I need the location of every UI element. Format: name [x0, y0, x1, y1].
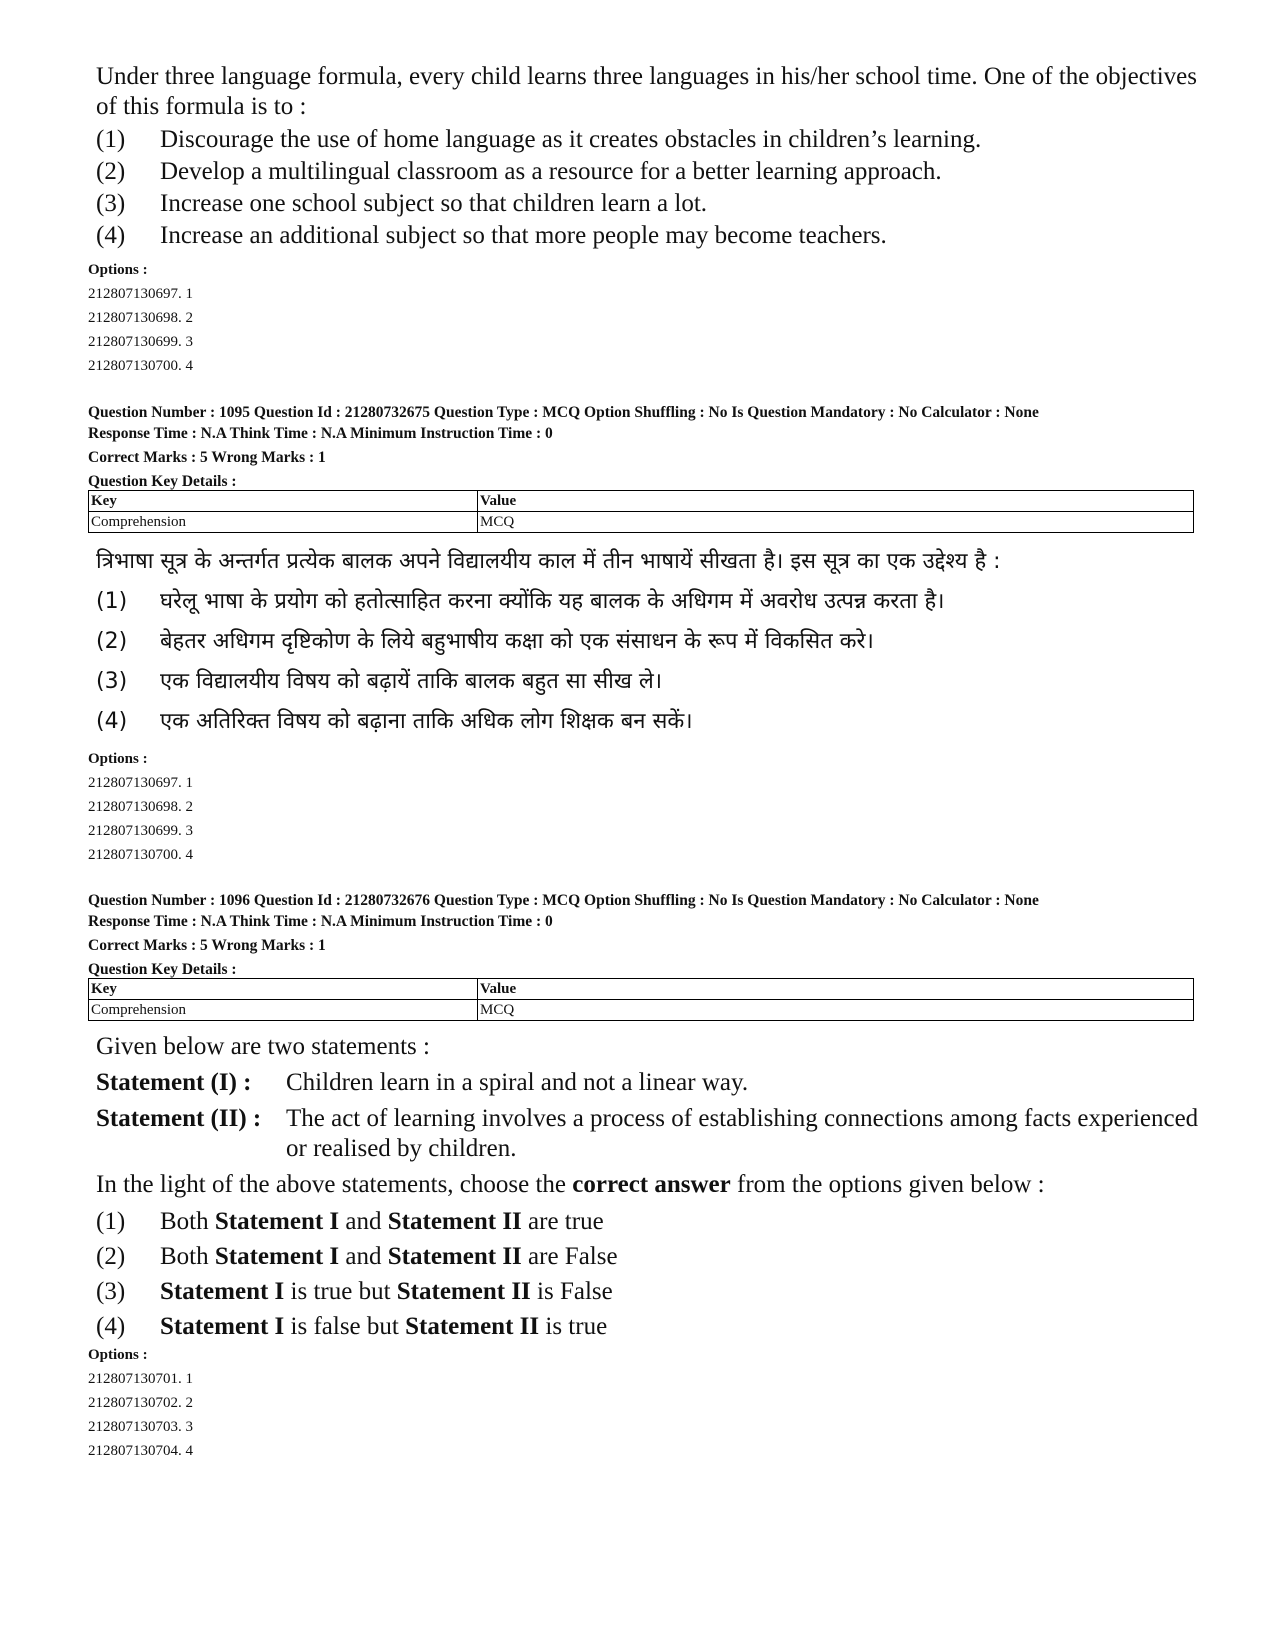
- answer-option: [96, 582, 1206, 622]
- option-id: 212807130701. 1: [88, 1371, 193, 1387]
- options-list-1094: [88, 258, 193, 378]
- question-key-details-label: Question Key Details :: [88, 961, 237, 978]
- options-list-1096: [88, 1343, 193, 1463]
- option-text-segment: and: [339, 1208, 388, 1235]
- question-1096-meta: [88, 890, 1198, 980]
- question-intro: Given below are two statements :: [96, 1033, 430, 1060]
- option-text: Discourage the use of home language as it creates obstacles in children’s learning.: [160, 126, 982, 153]
- option-number: (4): [96, 709, 128, 734]
- question-timing-line: Response Time : N.A Think Time : N.A Minimum Instruction Time : 0: [88, 425, 553, 442]
- question-key-table: [88, 978, 1194, 1021]
- option-text-emphasis: Statement I: [214, 1208, 340, 1235]
- option-text-emphasis: Statement II: [387, 1208, 522, 1235]
- question-info-line: Question Number : 1096 Question Id : 21280732676 Question Type : MCQ Option Shuffling : No Is Question Mandatory : No Calculator : None: [88, 892, 1039, 909]
- question-1094-body: [96, 62, 1206, 252]
- option-text-segment: are true: [521, 1208, 604, 1235]
- value-cell: MCQ: [478, 512, 1194, 533]
- statement-two: [96, 1104, 1206, 1164]
- statement-text: The act of learning involves a process of establishing connections among facts experienced or realised by children.: [286, 1105, 1199, 1162]
- key-cell: Comprehension: [89, 512, 478, 533]
- option-number: (2): [96, 629, 128, 654]
- options-label: Options :: [88, 262, 148, 278]
- key-header: Key: [89, 979, 478, 1000]
- instruction-text: from the options given below :: [730, 1171, 1045, 1198]
- option-id: 212807130699. 3: [88, 823, 193, 839]
- option-text: [160, 1309, 1206, 1344]
- option-text: [160, 1239, 1206, 1274]
- option-number: (4): [96, 222, 126, 249]
- option-text-segment: Both: [160, 1208, 215, 1235]
- option-id: 212807130699. 3: [88, 334, 193, 350]
- option-text: [160, 1274, 1206, 1309]
- value-header: Value: [478, 979, 1194, 1000]
- option-text: एक अतिरिक्त विषय को बढ़ाना ताकि अधिक लोग शिक्षक बन सकें।: [160, 709, 693, 734]
- option-text-emphasis: Statement II: [396, 1278, 531, 1305]
- answer-option: [96, 1274, 1206, 1309]
- answer-option: [96, 220, 1206, 252]
- value-cell: MCQ: [478, 1000, 1194, 1021]
- option-number: (3): [96, 190, 126, 217]
- answer-option: [96, 156, 1206, 188]
- statement-label: Statement (II) :: [96, 1105, 262, 1132]
- question-marks-line: Correct Marks : 5 Wrong Marks : 1: [88, 449, 326, 466]
- answer-option: [96, 622, 1206, 662]
- question-1095-body: [96, 544, 1206, 742]
- option-number: (2): [96, 1243, 126, 1270]
- answer-option: [96, 662, 1206, 702]
- options-label: Options :: [88, 751, 148, 767]
- option-number: (3): [96, 669, 128, 694]
- question-1096-body: [96, 1032, 1206, 1344]
- key-cell: Comprehension: [89, 1000, 478, 1021]
- statement-text: Children learn in a spiral and not a linear way.: [286, 1069, 749, 1096]
- option-text: Increase an additional subject so that more people may become teachers.: [160, 222, 887, 249]
- option-text-emphasis: Statement I: [214, 1243, 340, 1270]
- option-text-segment: is true: [539, 1313, 608, 1340]
- question-stem: त्रिभाषा सूत्र के अन्तर्गत प्रत्येक बालक अपने विद्यालयीय काल में तीन भाषायें सीखता है। इस सूत्र का एक उद्देश्य है :: [96, 549, 1001, 574]
- answer-option: [96, 1204, 1206, 1239]
- option-text: एक विद्यालयीय विषय को बढ़ायें ताकि बालक बहुत सा सीख ले।: [160, 669, 663, 694]
- option-id: 212807130697. 1: [88, 775, 193, 791]
- option-text: Develop a multilingual classroom as a resource for a better learning approach.: [160, 158, 942, 185]
- option-id: 212807130700. 4: [88, 847, 193, 863]
- option-number: (1): [96, 126, 126, 153]
- key-header: Key: [89, 491, 478, 512]
- option-id: 212807130700. 4: [88, 358, 193, 374]
- option-text-emphasis: Statement I: [160, 1313, 285, 1340]
- question-instruction: [96, 1170, 1206, 1200]
- answer-option: [96, 702, 1206, 742]
- question-1095-meta: [88, 402, 1198, 492]
- option-text-segment: is False: [530, 1278, 613, 1305]
- option-text-segment: are False: [521, 1243, 618, 1270]
- option-id: 212807130704. 4: [88, 1443, 193, 1459]
- instruction-emphasis: correct answer: [572, 1171, 731, 1198]
- answer-option: [96, 1309, 1206, 1344]
- instruction-text: In the light of the above statements, choose the: [96, 1171, 573, 1198]
- option-text-emphasis: Statement II: [387, 1243, 522, 1270]
- answer-option: [96, 124, 1206, 156]
- option-text-emphasis: Statement I: [160, 1278, 285, 1305]
- option-text-segment: and: [339, 1243, 388, 1270]
- option-number: (4): [96, 1313, 126, 1340]
- question-stem: Under three language formula, every child learns three languages in his/her school time. One of the objectives of this formula is to :: [96, 63, 1198, 120]
- option-number: (1): [96, 1208, 126, 1235]
- value-header: Value: [478, 491, 1194, 512]
- question-key-table: [88, 490, 1194, 533]
- option-id: 212807130697. 1: [88, 286, 193, 302]
- option-text-emphasis: Statement II: [405, 1313, 540, 1340]
- question-marks-line: Correct Marks : 5 Wrong Marks : 1: [88, 937, 326, 954]
- option-number: (2): [96, 158, 126, 185]
- option-text: बेहतर अधिगम दृष्टिकोण के लिये बहुभाषीय कक्षा को एक संसाधन के रूप में विकसित करे।: [160, 629, 874, 654]
- question-key-details-label: Question Key Details :: [88, 473, 237, 490]
- option-id: 212807130698. 2: [88, 799, 193, 815]
- option-number: (1): [96, 589, 128, 614]
- option-text: [160, 1204, 1206, 1239]
- statement-label: Statement (I) :: [96, 1069, 252, 1096]
- answer-option: [96, 1239, 1206, 1274]
- option-text-segment: is false but: [284, 1313, 406, 1340]
- option-text-segment: Both: [160, 1243, 215, 1270]
- options-label: Options :: [88, 1347, 148, 1363]
- option-number: (3): [96, 1278, 126, 1305]
- option-text: घरेलू भाषा के प्रयोग को हतोत्साहित करना क्योंकि यह बालक के अधिगम में अवरोध उत्पन्न करता है।: [160, 589, 945, 614]
- question-timing-line: Response Time : N.A Think Time : N.A Minimum Instruction Time : 0: [88, 913, 553, 930]
- statement-one: [96, 1068, 1206, 1098]
- option-id: 212807130703. 3: [88, 1419, 193, 1435]
- option-id: 212807130702. 2: [88, 1395, 193, 1411]
- options-list-1095: [88, 747, 193, 867]
- option-id: 212807130698. 2: [88, 310, 193, 326]
- option-text-segment: is true but: [284, 1278, 397, 1305]
- answer-option: [96, 188, 1206, 220]
- option-text: Increase one school subject so that children learn a lot.: [160, 190, 708, 217]
- question-info-line: Question Number : 1095 Question Id : 21280732675 Question Type : MCQ Option Shuffling : No Is Question Mandatory : No Calculator : None: [88, 404, 1039, 421]
